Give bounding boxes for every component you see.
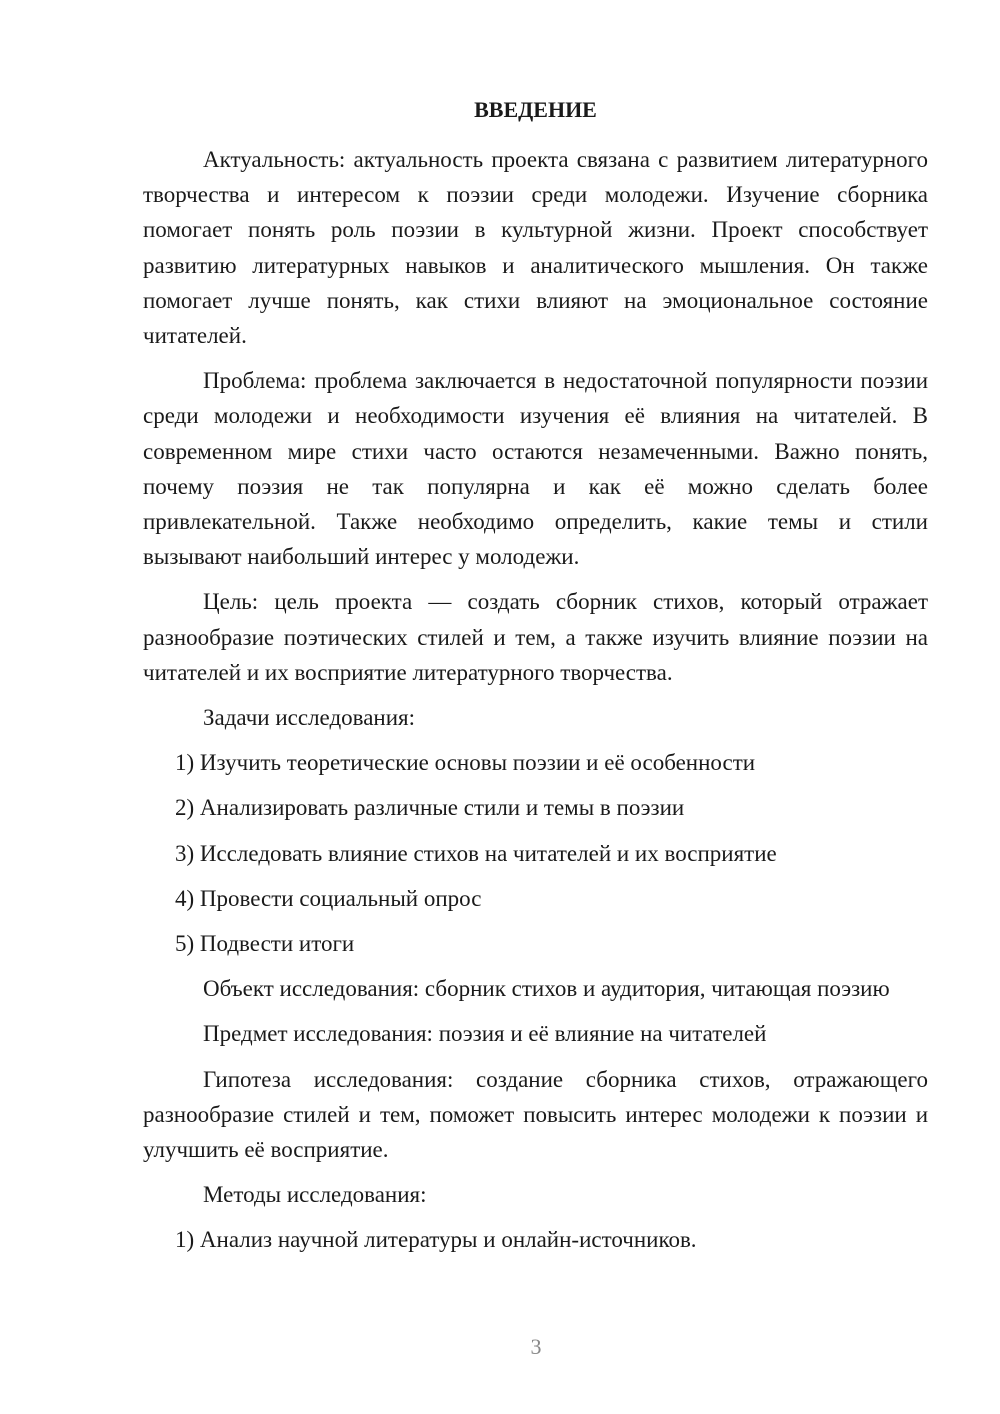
task-item-1: 1) Изучить теоретические основы поэзии и её особенности: [175, 750, 756, 776]
task-item-4: 4) Провести социальный опрос: [175, 885, 482, 911]
subject-paragraph: Предмет исследования: поэзия и её влияние на читателей: [203, 1021, 767, 1047]
page-content: [143, 92, 928, 1268]
problem-paragraph: Проблема: проблема заключается в недостаточной популярности поэзии среди молодежи и необходимости изучения её влияния на читателей. В современном мире стихи часто остаются незамеченными. Важно понять, почему поэзия не так популярна и как её можно сделать более привлекательной. Также необходимо определить, какие темы и стили вызывают наибольший интерес у молодежи.: [143, 368, 928, 570]
tasks-heading: Задачи исследования:: [203, 705, 416, 731]
task-item-3: 3) Исследовать влияние стихов на читателей и их восприятие: [175, 840, 777, 866]
method-item-1: 1) Анализ научной литературы и онлайн-источников.: [175, 1227, 697, 1253]
methods-heading: Методы исследования:: [203, 1182, 427, 1208]
goal-paragraph: Цель: цель проекта — создать сборник стихов, который отражает разнообразие поэтических стилей и тем, а также изучить влияние поэзии на читателей и их восприятие литературного творчества.: [143, 589, 928, 685]
hypothesis-paragraph: Гипотеза исследования: создание сборника стихов, отражающего разнообразие стилей и тем, поможет повысить интерес молодежи к поэзии и улучшить её восприятие.: [143, 1066, 928, 1163]
task-item-2: 2) Анализировать различные стили и темы в поэзии: [175, 795, 685, 821]
page-number: 3: [530, 1334, 542, 1359]
relevance-paragraph: Актуальность: актуальность проекта связана с развитием литературного творчества и интересом к поэзии среди молодежи. Изучение сборника помогает понять роль поэзии в культурной жизни. Проект способствует развитию литературных навыков и аналитического мышления. Он также помогает лучше понять, как стихи влияют на эмоциональное состояние читателей.: [143, 147, 928, 349]
page-title: ВВЕДЕНИЕ: [474, 97, 597, 122]
object-paragraph: Объект исследования: сборник стихов и аудитория, читающая поэзию: [203, 976, 890, 1002]
task-item-5: 5) Подвести итоги: [175, 931, 355, 957]
